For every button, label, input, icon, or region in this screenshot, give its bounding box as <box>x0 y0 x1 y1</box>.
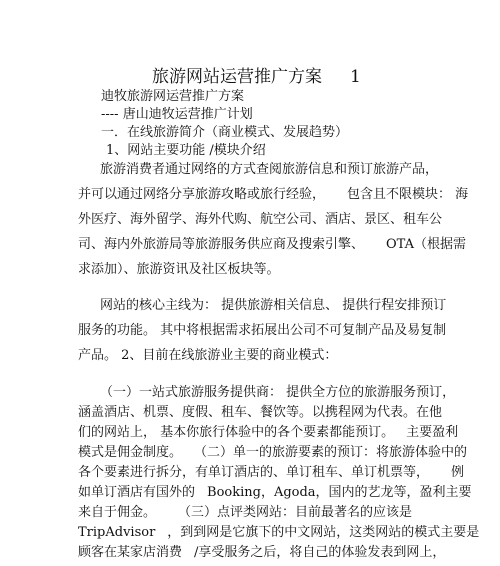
paragraph-line <box>78 424 458 442</box>
paragraph-line <box>78 186 468 204</box>
text-run: Booking，Agoda，国内的艺龙等，盈利主要 <box>207 485 472 500</box>
text-run: 顾客在某家店消费 <box>78 545 183 560</box>
text-run: TripAdvisor <box>78 525 156 540</box>
text-run: 来自于佣金。 <box>78 505 157 520</box>
text-run: ，到到网是它旗下的中文网站，这类网站的模式主要是 <box>167 525 480 540</box>
title-number: 1 <box>350 67 361 87</box>
text-run: 如单订酒店有国外的 <box>78 485 196 500</box>
paragraph-line <box>78 464 464 482</box>
paragraph-line: 外医疗、海外留学、海外代购、航空公司、酒店、景区、租车公 <box>78 212 443 227</box>
paragraph-line <box>78 236 466 254</box>
text-run: OTA（根据需 <box>386 237 467 252</box>
header-line: ---- 唐山迪牧运营推广计划 <box>101 107 253 122</box>
text-run: 包含且不限模块： 海 <box>347 187 469 202</box>
paragraph-line <box>78 444 467 462</box>
text-run: 司、海内外旅游局等旅游服务供应商及搜索引擎、 <box>78 237 365 252</box>
text-run: 并可以通过网络分享旅游攻略或旅行经验， <box>78 187 326 202</box>
paragraph-line <box>78 544 445 562</box>
header-line: 1、网站主要功能 /模块介绍 <box>106 143 266 158</box>
paragraph-line: 服务的功能。 其中将根据需求拓展出公司不可复制产品及易复制 <box>78 323 447 338</box>
paragraph-line <box>78 504 412 522</box>
header-line: 一．在线旅游简介（商业模式、发展趋势） <box>101 125 349 140</box>
paragraph-line <box>78 484 472 502</box>
paragraph-line: 网站的核心主线为： 提供旅游相关信息、 提供行程安排预订 <box>100 298 447 313</box>
paragraph-line: （一）一站式旅游服务提供商： 提供全方位的旅游服务预订， <box>100 385 456 400</box>
text-run: 例 <box>451 465 465 480</box>
text-run: /享受服务之后，将自己的体验发表到网上， <box>194 545 446 560</box>
title-text: 旅游网站运营推广方案 <box>152 67 322 87</box>
paragraph-line: 涵盖酒店、机票、度假、租车、餐饮等。以携程网为代表。在他 <box>78 405 443 420</box>
paragraph-line: 产品。 2、目前在线旅游业主要的商业模式： <box>78 348 338 363</box>
text-run: （三）点评类网站：目前最著名的应该是 <box>178 505 413 520</box>
text-run: （二）单一的旅游要素的预订：将旅游体验中的 <box>194 445 468 460</box>
paragraph-line: 求添加）、旅游资讯及社区板块等。 <box>78 262 280 277</box>
document-title <box>152 66 361 88</box>
text-run: 们的网站上， 基本你旅行体验中的各个要素都能预订。 <box>78 425 395 440</box>
text-run: 主要盈利 <box>406 425 459 440</box>
paragraph-line: 旅游消费者通过网络的方式查阅旅游信息和预订旅游产品， <box>100 162 439 177</box>
paragraph-line <box>78 524 479 542</box>
text-run: 各个要素进行拆分，有单订酒店的、单订租车、单订机票等， <box>78 465 430 480</box>
header-line: 迪牧旅游网运营推广方案 <box>101 89 245 104</box>
text-run: 模式是佣金制度。 <box>78 445 183 460</box>
